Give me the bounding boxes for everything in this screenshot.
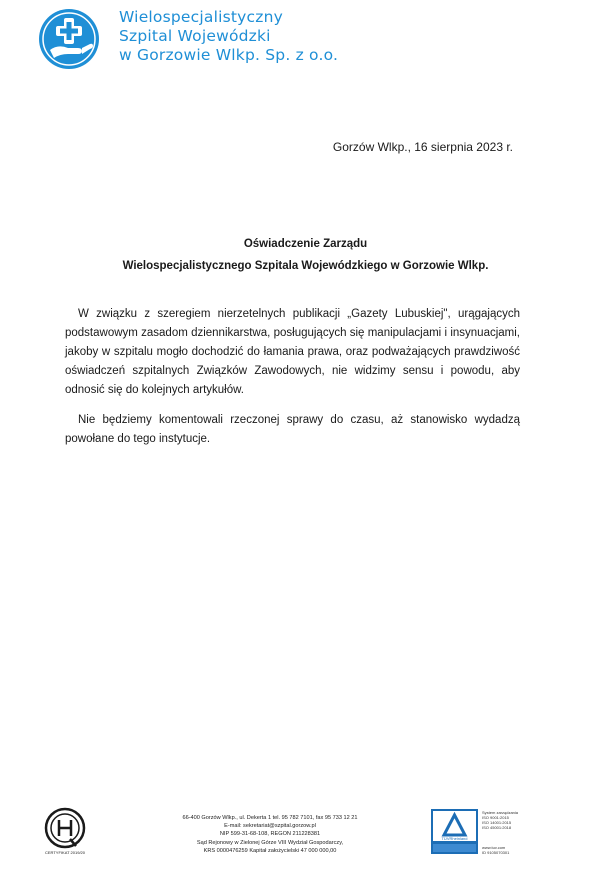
title-line-1: Oświadczenie Zarządu [243, 238, 368, 250]
tuv-label: TÜVRheinland [441, 836, 468, 841]
iso-line-2: ISO 9001:2015 [482, 815, 509, 820]
org-name-line-2: Szpital Wojewódzki [119, 27, 271, 45]
footer-line-5: KRS 0000476259 Kapitał założycielski 47 000 000,00 [203, 847, 337, 854]
iso-line-1: System zarządzania [482, 810, 519, 815]
body-paragraph-2: Nie będziemy komentowali rzeczonej sprawy do czasu, aż stanowisko wydadzą powołane do tego instytucje. [65, 414, 520, 445]
hospital-logo-icon [38, 8, 100, 70]
title-line-2: Wielospecjalistycznego Szpitala Wojewódzkiego w Gorzowie Wlkp. [122, 260, 489, 272]
footer-line-4: Sąd Rejonowy w Zielonej Górze VIII Wydział Gospodarczy, [196, 839, 344, 846]
tuv-triangle-icon [433, 811, 476, 841]
tuv-bar [433, 844, 476, 852]
iso-certifications [482, 810, 518, 830]
footer-line-3: NIP 599-31-68-108, REGON 211228381 [219, 831, 321, 838]
tuv-web-line-2: ID 9105070301 [482, 850, 510, 855]
statement-body [65, 305, 520, 460]
iso-line-4: ISO 45001:2018 [482, 825, 512, 830]
body-paragraph-1: W związku z szeregiem nierzetelnych publikacji „Gazety Lubuskiej", urągających podstawowym zasadom dziennikarstwa, posługujących się manipulacjami i insynuacjami, jakoby w szpitalu mogło dochodzić do łamania prawa, oraz podważających prawdziwość oświadczeń szpitalnych Związków Zawodowych, nie widzimy sensu i powodu, aby odnosić się do kolejnych artykułów. [65, 308, 520, 396]
statement-title [0, 233, 611, 277]
org-name-line-1: Wielospecjalistyczny [119, 8, 283, 26]
footer-contact [150, 814, 390, 855]
footer-line-2: E-mail: sekretariat@szpital.gorzow.pl [224, 823, 316, 830]
letter-date: Gorzów Wlkp., 16 sierpnia 2023 r. [332, 140, 513, 154]
tuv-logo-area [433, 811, 476, 841]
org-name-line-3: w Gorzowie Wlkp. Sp. z o.o. [119, 46, 339, 64]
left-certificate-label: CERTYFIKAT 2019/20 [44, 850, 86, 855]
iso-line-3: ISO 14001:2015 [482, 820, 512, 825]
tuv-web-line-1: www.tuv.com [482, 845, 506, 850]
tuv-web-info [482, 845, 509, 855]
quality-certificate-icon [40, 806, 90, 854]
organization-name [119, 8, 338, 65]
footer-line-1: 66-400 Gorzów Wlkp., ul. Dekerta 1 tel. 95 782 7101, fax 95 733 12 21 [182, 815, 358, 821]
